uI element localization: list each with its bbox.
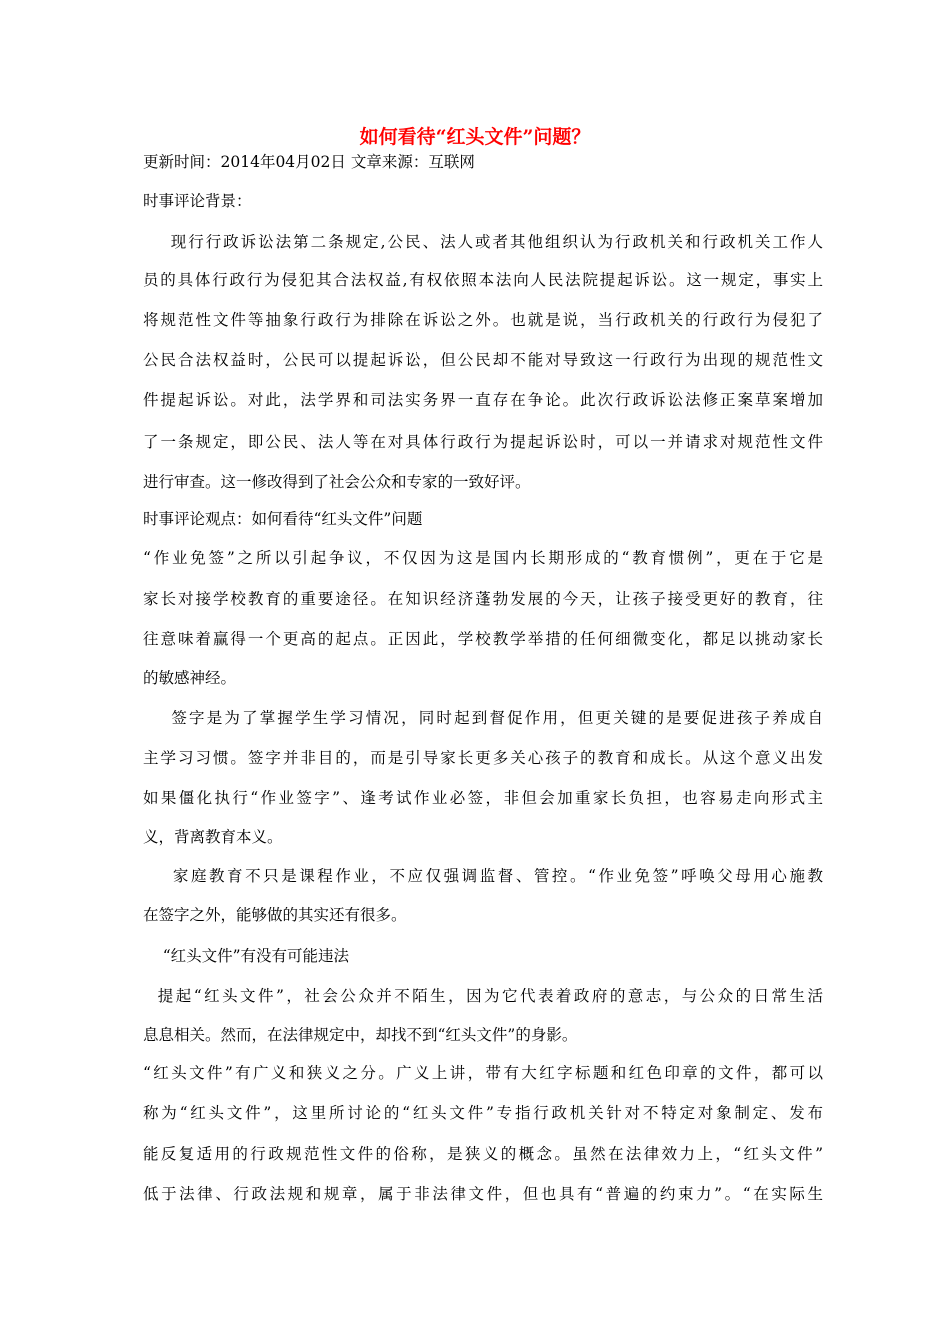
body-line: 主学习习惯。签字并非目的，而是引导家长更多关心孩子的教育和成长。从这个意义出发 bbox=[143, 749, 823, 767]
body-line: “作业免签”之所以引起争议，不仅因为这是国内长期形成的“教育惯例”，更在于它是 bbox=[143, 549, 823, 567]
body-line: 家庭教育不只是课程作业，不应仅强调监督、管控。“作业免签”呼唤父母用心施教 bbox=[143, 867, 823, 885]
body-line: 在签字之外，能够做的其实还有很多。 bbox=[143, 906, 407, 924]
body-line: 将规范性文件等抽象行政行为排除在诉讼之外。也就是说，当行政机关的行政行为侵犯了 bbox=[143, 311, 823, 329]
body-line: “红头文件”有没有可能违法 bbox=[143, 947, 350, 965]
body-line: 息息相关。然而，在法律规定中，却找不到“红头文件”的身影。 bbox=[143, 1026, 578, 1044]
body-line: 提起“红头文件”，社会公众并不陌生，因为它代表着政府的意志，与公众的日常生活 bbox=[143, 987, 823, 1005]
page-title: 如何看待“红头文件”问题？ bbox=[359, 126, 591, 148]
body-line: 低于法律、行政法规和规章，属于非法律文件，但也具有“普遍的约束力”。“在实际生 bbox=[143, 1185, 823, 1203]
body-line: 往意味着赢得一个更高的起点。正因此，学校教学举措的任何细微变化，都足以挑动家长 bbox=[143, 630, 823, 648]
article-meta: 更新时间：2014年04月02日 文章来源：互联网 bbox=[143, 153, 475, 171]
body-line: 称为“红头文件”，这里所讨论的“红头文件”专指行政机关针对不特定对象制定、发布 bbox=[143, 1104, 823, 1122]
body-line: 件提起诉讼。对此，法学界和司法实务界一直存在争论。此次行政诉讼法修正案草案增加 bbox=[143, 391, 823, 409]
body-line: 公民合法权益时，公民可以提起诉讼，但公民却不能对导致这一行政行为出现的规范性文 bbox=[143, 351, 823, 369]
body-line: 如果僵化执行“作业签字”、逢考试作业必签，非但会加重家长负担，也容易走向形式主 bbox=[143, 789, 823, 807]
body-line: 能反复适用的行政规范性文件的俗称，是狭义的概念。虽然在法律效力上，“红头文件” bbox=[143, 1145, 823, 1163]
body-line: 进行审查。这一修改得到了社会公众和专家的一致好评。 bbox=[143, 473, 531, 491]
body-line: 时事评论观点：如何看待“红头文件”问题 bbox=[143, 510, 423, 528]
body-line: “红头文件”有广义和狭义之分。广义上讲，带有大红字标题和红色印章的文件，都可以 bbox=[143, 1064, 823, 1082]
body-line: 义，背离教育本义。 bbox=[143, 828, 283, 846]
body-line: 签字是为了掌握学生学习情况，同时起到督促作用，但更关键的是要促进孩子养成自 bbox=[143, 709, 823, 727]
body-line: 的敏感神经。 bbox=[143, 669, 237, 687]
body-line: 时事评论背景： bbox=[143, 192, 252, 210]
body-line: 了一条规定，即公民、法人等在对具体行政行为提起诉讼时，可以一并请求对规范性文件 bbox=[143, 433, 823, 451]
body-line: 现行行政诉讼法第二条规定,公民、法人或者其他组织认为行政机关和行政机关工作人 bbox=[143, 233, 823, 251]
body-line: 家长对接学校教育的重要途径。在知识经济蓬勃发展的今天，让孩子接受更好的教育，往 bbox=[143, 590, 823, 608]
body-line: 员的具体行政行为侵犯其合法权益,有权依照本法向人民法院提起诉讼。这一规定，事实上 bbox=[143, 271, 823, 289]
